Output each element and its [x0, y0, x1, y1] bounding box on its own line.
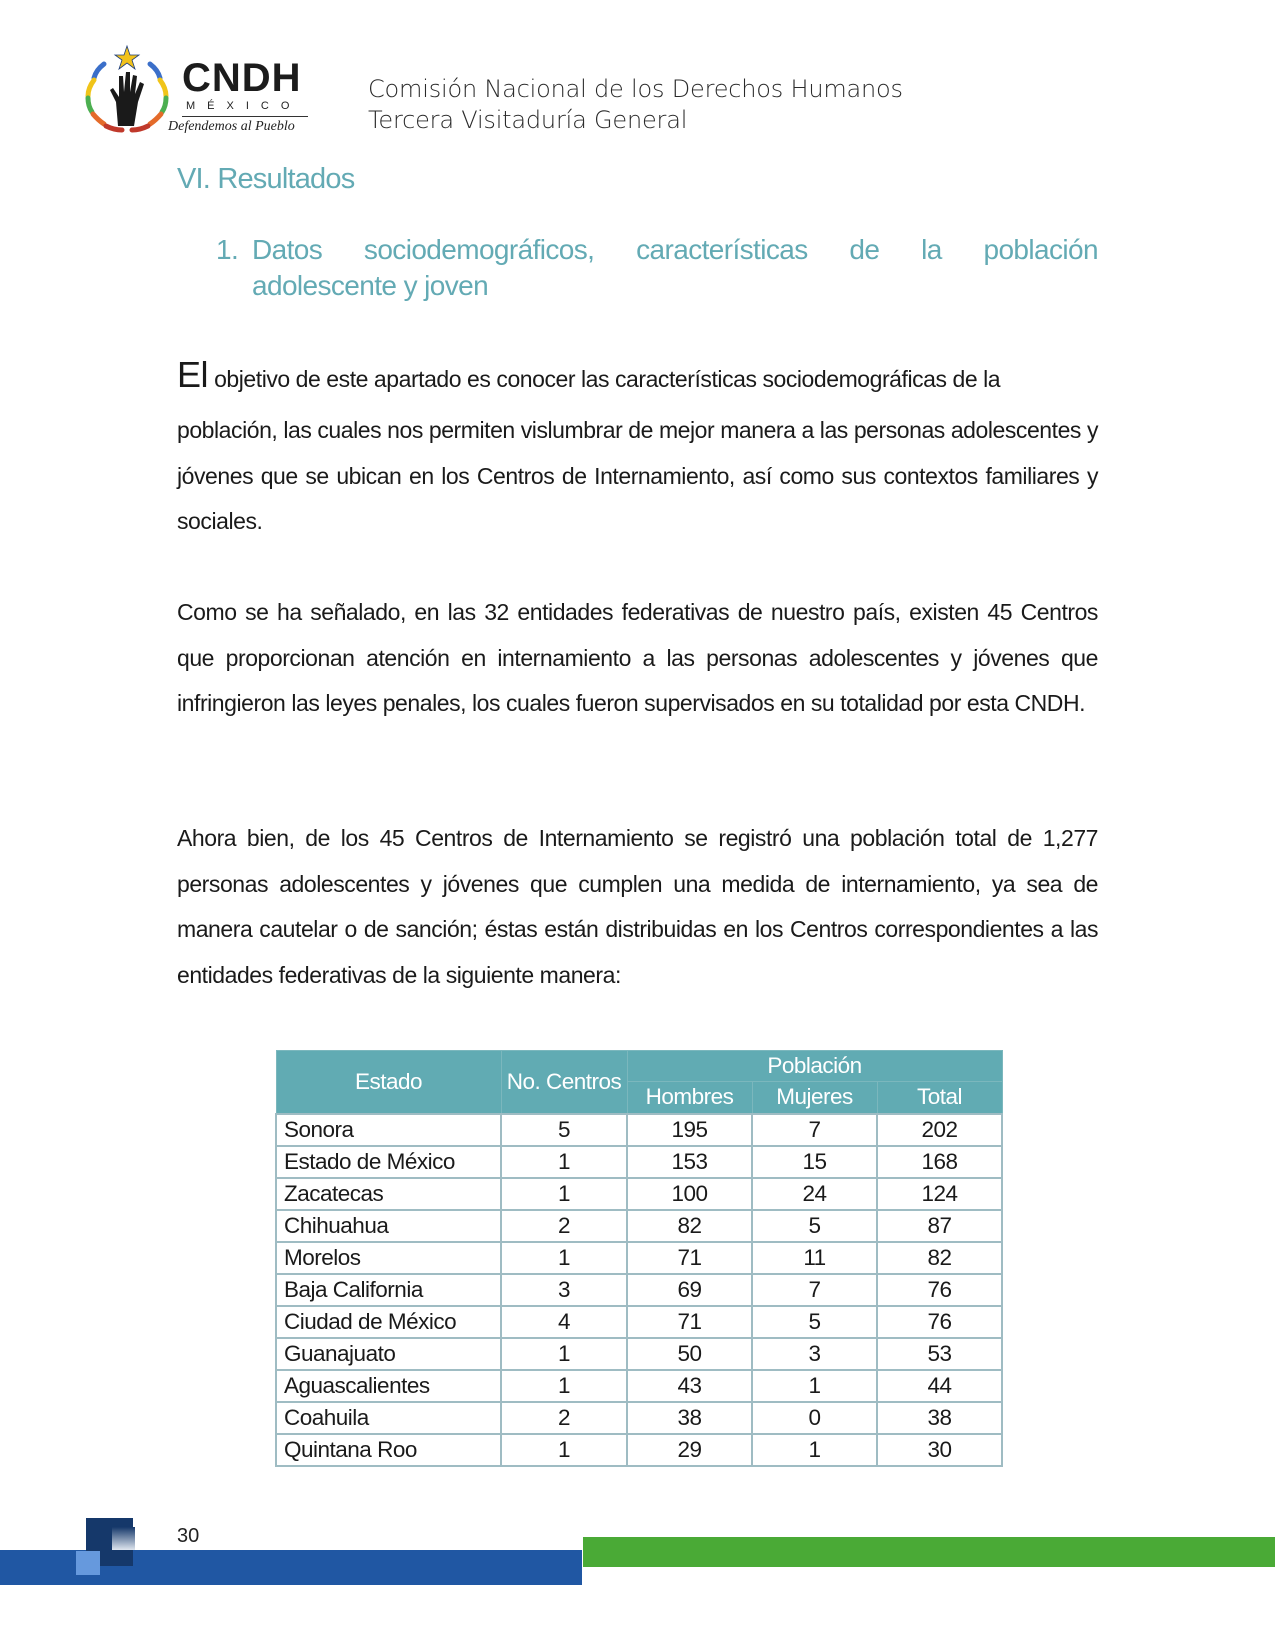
- table-row: [276, 1242, 1002, 1274]
- cell-estado: Chihuahua: [276, 1210, 501, 1242]
- word: población: [983, 234, 1098, 265]
- cell-mujeres: 1: [752, 1370, 877, 1402]
- cell-mujeres: 15: [752, 1146, 877, 1178]
- cell-estado: Baja California: [276, 1274, 501, 1306]
- subsection-title-line1: [252, 232, 1098, 268]
- cell-total: 38: [877, 1402, 1002, 1434]
- cell-mujeres: 11: [752, 1242, 877, 1274]
- organization-division: Tercera Visitaduría General: [368, 106, 688, 134]
- cell-total: 168: [877, 1146, 1002, 1178]
- cell-hombres: 43: [627, 1370, 752, 1402]
- paragraph-poblacion: Ahora bien, de los 45 Centros de Internamiento se registró una población total de 1,277 personas adolescentes y jóvenes que cumplen una medida de internamiento, ya sea de manera cautelar o de sanción; éstas están distribuidas en los Centros correspondientes a las entidades federativas de la siguiente manera:: [177, 825, 1098, 988]
- organization-header: [368, 74, 903, 136]
- footer-green-bar: [583, 1537, 1275, 1567]
- cell-centros: 1: [501, 1434, 627, 1466]
- word: la: [921, 234, 942, 265]
- cell-hombres: 71: [627, 1242, 752, 1274]
- cell-hombres: 38: [627, 1402, 752, 1434]
- cell-centros: 2: [501, 1402, 627, 1434]
- logo-wordmark: CNDH: [182, 56, 302, 100]
- cell-centros: 1: [501, 1146, 627, 1178]
- table-row: [276, 1306, 1002, 1338]
- hand-laurel-emblem-icon: [82, 44, 172, 136]
- cell-hombres: 69: [627, 1274, 752, 1306]
- cell-mujeres: 7: [752, 1114, 877, 1146]
- organization-name: Comisión Nacional de los Derechos Humanos: [368, 75, 903, 103]
- paragraph-centros: Como se ha señalado, en las 32 entidades federativas de nuestro país, existen 45 Centros que proporcionan atención en internamiento a las personas adolescentes y jóvenes que infringieron las leyes penales, los cuales fueron supervisados en su totalidad por esta CNDH.: [177, 599, 1098, 716]
- cell-estado: Zacatecas: [276, 1178, 501, 1210]
- cell-mujeres: 5: [752, 1210, 877, 1242]
- footer-square-light-icon: [76, 1551, 100, 1575]
- table-row: [276, 1114, 1002, 1146]
- paragraph-body: población, las cuales nos permiten vislumbrar de mejor manera a las personas adolescentes y jóvenes que se ubican en los Centros de Internamiento, así como sus contextos familiares y sociales.: [177, 417, 1098, 534]
- section-title: VI. Resultados: [177, 163, 355, 195]
- cell-mujeres: 5: [752, 1306, 877, 1338]
- subsection-number: 1.: [216, 234, 239, 265]
- cell-total: 87: [877, 1210, 1002, 1242]
- subsection-heading: [216, 232, 1098, 304]
- cell-mujeres: 1: [752, 1434, 877, 1466]
- cell-centros: 1: [501, 1338, 627, 1370]
- table-row: [276, 1434, 1002, 1466]
- word: características: [636, 234, 808, 265]
- cell-estado: Estado de México: [276, 1146, 501, 1178]
- cell-estado: Sonora: [276, 1114, 501, 1146]
- word: sociodemográficos,: [363, 234, 595, 265]
- table-row: [276, 1210, 1002, 1242]
- cell-hombres: 153: [627, 1146, 752, 1178]
- cell-estado: Quintana Roo: [276, 1434, 501, 1466]
- cell-total: 202: [877, 1114, 1002, 1146]
- cell-total: 44: [877, 1370, 1002, 1402]
- header-estado: Estado: [276, 1051, 501, 1114]
- cell-total: 30: [877, 1434, 1002, 1466]
- header-poblacion: Población: [627, 1051, 1002, 1082]
- cell-hombres: 195: [627, 1114, 752, 1146]
- cell-hombres: 100: [627, 1178, 752, 1210]
- word: Datos: [252, 234, 323, 265]
- cell-centros: 2: [501, 1210, 627, 1242]
- cell-estado: Morelos: [276, 1242, 501, 1274]
- cell-mujeres: 24: [752, 1178, 877, 1210]
- logo-country: MÉXICO: [186, 100, 302, 112]
- cell-centros: 1: [501, 1370, 627, 1402]
- cell-total: 82: [877, 1242, 1002, 1274]
- paragraph-intro: [177, 350, 1098, 545]
- logo-motto: Defendemos al Pueblo: [168, 119, 295, 134]
- table-row: [276, 1370, 1002, 1402]
- subsection-title-line2: adolescente y joven: [252, 270, 489, 301]
- drop-cap: El: [177, 354, 209, 395]
- cell-hombres: 71: [627, 1306, 752, 1338]
- cell-centros: 1: [501, 1178, 627, 1210]
- paragraph-first-line: objetivo de este apartado es conocer las características sociodemográficas de la: [208, 366, 1001, 392]
- table-row: [276, 1178, 1002, 1210]
- cell-mujeres: 3: [752, 1338, 877, 1370]
- table-row: [276, 1146, 1002, 1178]
- cell-estado: Guanajuato: [276, 1338, 501, 1370]
- header-hombres: Hombres: [627, 1082, 752, 1114]
- cell-estado: Aguascalientes: [276, 1370, 501, 1402]
- cell-mujeres: 7: [752, 1274, 877, 1306]
- logo-divider: [182, 116, 308, 117]
- cell-centros: 5: [501, 1114, 627, 1146]
- header-mujeres: Mujeres: [752, 1082, 877, 1114]
- cell-total: 76: [877, 1274, 1002, 1306]
- cell-total: 124: [877, 1178, 1002, 1210]
- header-total: Total: [877, 1082, 1002, 1114]
- table-row: [276, 1402, 1002, 1434]
- table-row: [276, 1338, 1002, 1370]
- cndh-logo: [82, 44, 312, 136]
- cell-mujeres: 0: [752, 1402, 877, 1434]
- population-table: [275, 1050, 1003, 1467]
- cell-total: 53: [877, 1338, 1002, 1370]
- cell-estado: Coahuila: [276, 1402, 501, 1434]
- cell-hombres: 29: [627, 1434, 752, 1466]
- cell-centros: 1: [501, 1242, 627, 1274]
- table-row: [276, 1274, 1002, 1306]
- cell-hombres: 82: [627, 1210, 752, 1242]
- page-number: 30: [177, 1525, 200, 1547]
- cell-total: 76: [877, 1306, 1002, 1338]
- cell-centros: 3: [501, 1274, 627, 1306]
- cell-centros: 4: [501, 1306, 627, 1338]
- header-centros: No. Centros: [501, 1051, 627, 1114]
- cell-hombres: 50: [627, 1338, 752, 1370]
- word: de: [849, 234, 880, 265]
- footer-square-gradient-icon: [112, 1527, 135, 1550]
- cell-estado: Ciudad de México: [276, 1306, 501, 1338]
